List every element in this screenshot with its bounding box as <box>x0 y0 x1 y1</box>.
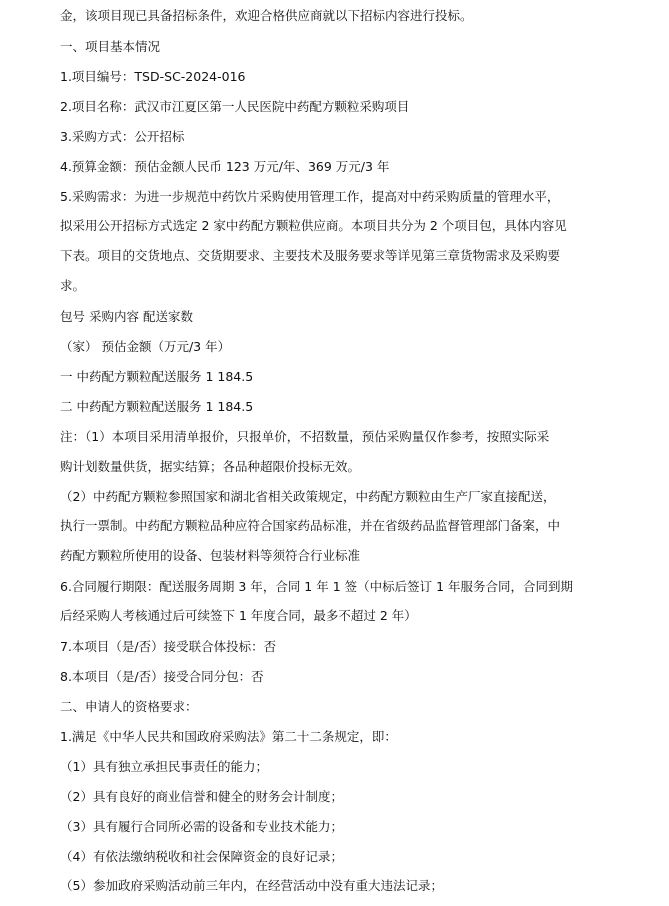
project-number: 1.项目编号：TSD-SC-2024-016 <box>60 69 246 84</box>
table-header-2: （家） 预估金额（万元/3 年） <box>60 339 231 354</box>
project-name: 2.项目名称：武汉市江夏区第一人民医院中药配方颗粒采购项目 <box>60 99 410 114</box>
requirement-item: （2）具有良好的商业信誉和健全的财务会计制度； <box>60 789 343 804</box>
section-heading-2: 二、申请人的资格要求： <box>60 699 198 714</box>
procurement-needs-4: 求。 <box>60 278 86 293</box>
requirement-item: （4）有依法缴纳税收和社会保障资金的良好记录； <box>60 849 343 864</box>
requirement-law: 1.满足《中华人民共和国政府采购法》第二十二条规定，即： <box>60 729 397 744</box>
section-heading-1: 一、项目基本情况 <box>60 39 161 54</box>
requirement-item: （1）具有独立承担民事责任的能力； <box>60 759 268 774</box>
requirement-item: （5）参加政府采购活动前三年内，在经营活动中没有重大违法记录； <box>60 878 443 893</box>
note-2-cont: 执行一票制。中药配方颗粒品种应符合国家药品标准，并在省级药品监督管理部门备案，中 <box>60 518 561 533</box>
table-row: 一 中药配方颗粒配送服务 1 184.5 <box>60 369 254 384</box>
contract-period-cont: 后经采购人考核通过后可续签下 1 年度合同，最多不超过 2 年） <box>60 608 417 623</box>
intro-line: 金，该项目现已具备招标条件，欢迎合格供应商就以下招标内容进行投标。 <box>60 8 473 23</box>
subcontract: 8.本项目（是/否）接受合同分包：否 <box>60 669 264 684</box>
table-row: 二 中药配方颗粒配送服务 1 184.5 <box>60 399 254 414</box>
contract-period: 6.合同履行期限：配送服务周期 3 年，合同 1 年 1 签（中标后签订 1 年服务合同，合同到期 <box>60 579 574 594</box>
consortium-bid: 7.本项目（是/否）接受联合体投标：否 <box>60 639 277 654</box>
note-2-cont-2: 药配方颗粒所使用的设备、包装材料等须符合行业标准 <box>60 548 361 563</box>
budget-amount: 4.预算金额：预估金额人民币 123 万元/年、369 万元/3 年 <box>60 159 390 174</box>
procurement-needs: 5.采购需求：为进一步规范中药饮片采购使用管理工作，提高对中药采购质量的管理水平， <box>60 189 560 204</box>
table-header: 包号 采购内容 配送家数 <box>60 309 193 324</box>
note-1: 注：（1）本项目采用清单报价，只报单价，不招数量，预估采购量仅作参考，按照实际采 <box>60 429 550 444</box>
procurement-needs-3: 下表。项目的交货地点、交货期要求、主要技术及服务要求等详见第三章货物需求及采购要 <box>60 248 561 263</box>
requirement-item: （3）具有履行合同所必需的设备和专业技术能力； <box>60 819 343 834</box>
procurement-method: 3.采购方式：公开招标 <box>60 129 185 144</box>
note-1-cont: 购计划数量供货，据实结算；各品种超限价投标无效。 <box>60 459 361 474</box>
procurement-needs-2: 拟采用公开招标方式选定 2 家中药配方颗粒供应商。本项目共分为 2 个项目包，具体内容见 <box>60 218 567 233</box>
note-2: （2）中药配方颗粒参照国家和湖北省相关政策规定，中药配方颗粒由生产厂家直接配送， <box>60 489 556 504</box>
